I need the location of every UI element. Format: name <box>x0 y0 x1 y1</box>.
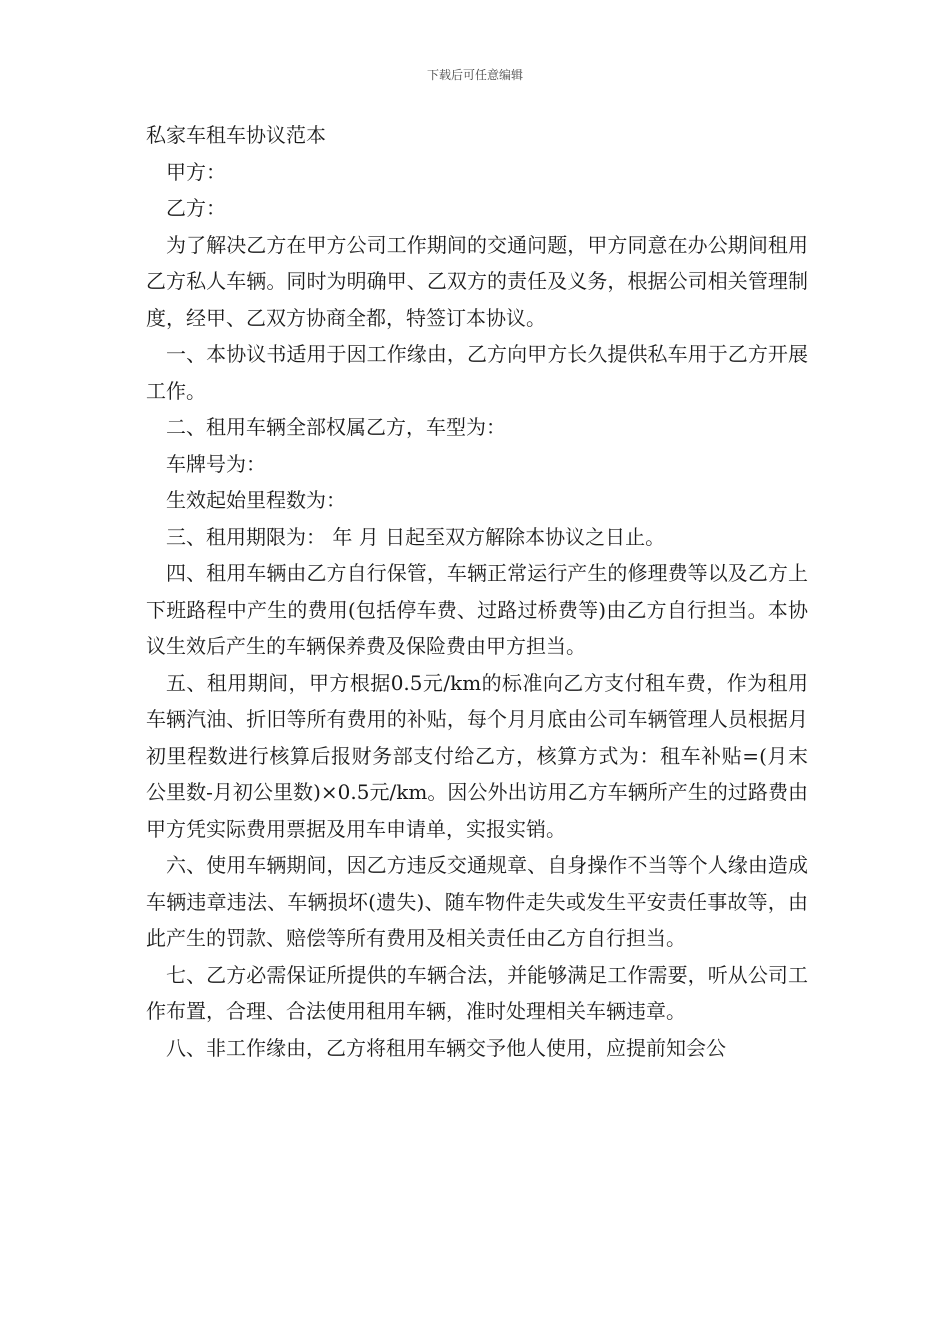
party-a-line: 甲方： <box>166 159 226 184</box>
start-mileage-line: 生效起始里程数为： <box>166 488 346 512</box>
clause-3: 三、租用期限为： 年 月 日起至双方解除本协议之日止。 <box>166 524 666 549</box>
clause-4: 四、租用车辆由乙方自行保管，车辆正常运行产生的修理费等以及乙方上下班路程中产生的费用(包括停车费、过路过桥费等)由乙方自行担当。本协议生效后产生的车辆保养费及保险费由甲方担当。 <box>146 561 808 658</box>
clause-8: 八、非工作缘由，乙方将租用车辆交予他人使用，应提前知会公 <box>166 1035 726 1060</box>
plate-number-line: 车牌号为： <box>166 451 266 476</box>
clause-6: 六、使用车辆期间，因乙方违反交通规章、自身操作不当等个人缘由造成车辆违章违法、车辆损坏(遗失)、随车物件走失或发生平安责任事故等，由此产生的罚款、赔偿等所有费用及相关责任由乙方自行担当。 <box>146 853 808 950</box>
clause-2: 二、租用车辆全部权属乙方，车型为： <box>166 415 506 439</box>
party-b-line: 乙方： <box>166 196 226 220</box>
page-header-note: 下载后可任意编辑 <box>426 68 523 82</box>
clause-1: 一、本协议书适用于因工作缘由，乙方向甲方长久提供私车用于乙方开展工作。 <box>146 342 808 403</box>
clause-7: 七、乙方必需保证所提供的车辆合法，并能够满足工作需要，听从公司工作布置，合理、合法使用租用车辆，准时处理相关车辆违章。 <box>146 962 808 1023</box>
preamble-paragraph: 为了解决乙方在甲方公司工作期间的交通问题，甲方同意在办公期间租用乙方私人车辆。同时为明确甲、乙双方的责任及义务，根据公司相关管理制度，经甲、乙双方协商全都，特签订本协议。 <box>146 232 808 330</box>
document-body <box>146 117 808 1066</box>
document-title: 私家车租车协议范本 <box>146 123 326 147</box>
clause-5: 五、租用期间，甲方根据0.5元/km的标准向乙方支付租车费，作为租用车辆汽油、折旧等所有费用的补贴，每个月月底由公司车辆管理人员根据月初里程数进行核算后报财务部支付给乙方，核算方式为：租车补贴=(月末公里数-月初公里数)×0.5元/km。因公外出访用乙方车辆所产生的过路费由甲方凭实际费用票据及用车申请单，实报实销。 <box>146 670 808 841</box>
